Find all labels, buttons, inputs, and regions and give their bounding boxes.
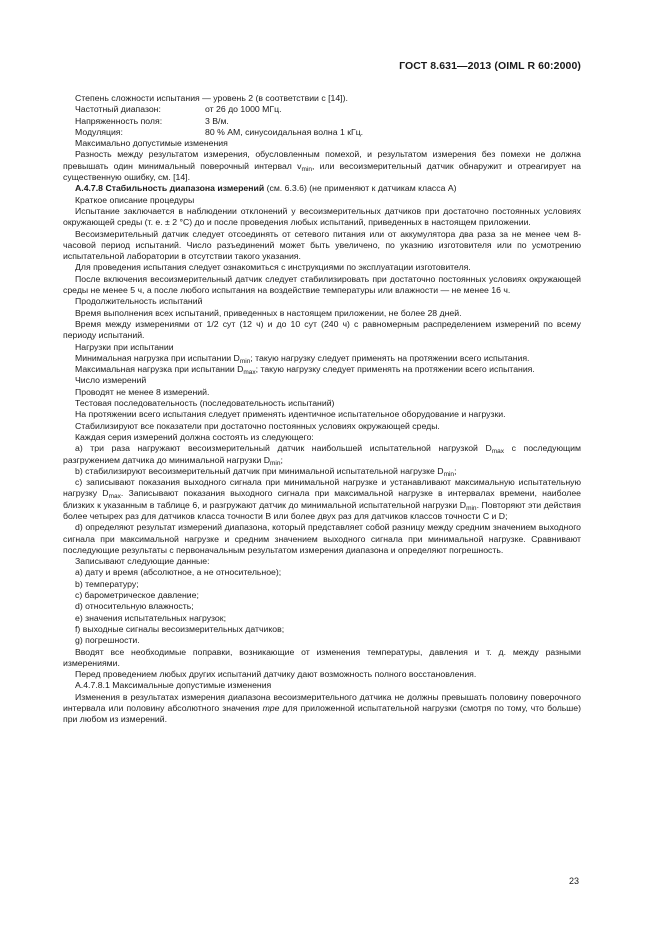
paragraph: Испытание заключается в наблюдении отклонений у весоизмерительных датчиков при достаточно постоянных условиях окружающей среды (т. е. ± 2 °С) до и после проведения любых испытаний, приведенных в настоящем приложении. xyxy=(63,205,581,228)
paragraph: Изменения в результатах измерения диапазона весоизмерительного датчика не должны превышать половину поверочного интервала или половину абсолютного значения mpe для приложенной испытательной нагрузки (смотря по тому, что больше) при любом из измерений. xyxy=(63,691,581,725)
subheading: Продолжительность испытаний xyxy=(75,296,203,307)
section-heading: А.4.7.8 Стабильность диапазона измерений (см. 6.3.6) (не применяют к датчикам класса А) xyxy=(75,183,457,194)
paragraph: Максимальная нагрузка при испытании $D_{max}$; такую нагрузку следует применять на протяжении всего испытания. xyxy=(75,364,535,377)
section-number: А.4.7.8 xyxy=(75,183,104,194)
param-row xyxy=(63,116,581,127)
list-item: f) выходные сигналы весоизмерительных датчиков; xyxy=(75,623,285,634)
step-item: b) стабилизируют весоизмерительный датчик при минимальной испытательной нагрузке $D_{min}$; xyxy=(75,465,457,478)
param-value: 3 В/м. xyxy=(205,115,229,126)
paragraph: Записывают следующие данные: xyxy=(75,556,210,567)
subheading: Максимально допустимые изменения xyxy=(75,138,228,149)
list-item: g) погрешности. xyxy=(75,635,140,646)
list-item: с) барометрическое давление; xyxy=(75,590,199,601)
param-value: от 26 до 1000 МГц. xyxy=(205,104,282,115)
param-row xyxy=(63,127,581,138)
param-key: Частотный диапазон: xyxy=(75,104,161,115)
list-item: е) значения испытательных нагрузок; xyxy=(75,612,226,623)
paragraph: На протяжении всего испытания следует применять идентичное испытательное оборудование и нагрузки. xyxy=(75,409,506,420)
page-content xyxy=(63,93,581,726)
paragraph: Время между измерениями от 1/2 сут (12 ч) и до 10 сут (240 ч) с равномерным распределением измерений по всему периоду испытаний. xyxy=(63,318,581,341)
subheading: Число измерений xyxy=(75,375,147,386)
subheading: Нагрузки при испытании xyxy=(75,341,174,352)
paragraph: Разность между результатом измерения, обусловленным помехой, и результатом измерения без помехи не должна превышать один минимальный поверочный интервал $v_{min}$, или весоизмерительный датчик обнаружит и отреагирует на существенную ошибку, см. [14]. xyxy=(63,149,582,183)
subheading: Краткое описание процедуры xyxy=(75,194,195,205)
param-line: Степень сложности испытания — уровень 2 (в соответствии с [14]). xyxy=(75,93,348,103)
step-item: d) определяют результат измерений диапазона, который представляет собой разницу между средним значением выходного сигнала при максимальной нагрузке и средним значением выходного сигнала при минимальной нагрузке. Сравнивают последующие результаты с первоначальным результатом измерения диапазона и определяют погрешность. xyxy=(63,522,581,555)
step-item: а) три раза нагружают весоизмерительный датчик наибольшей испытательной нагрузкой $D_{max}$ с последующим разгружением датчика до минимальной нагрузки $D_{min}$; xyxy=(63,443,581,467)
param-row xyxy=(63,104,581,115)
paragraph: Вводят все необходимые поправки, возникающие от изменения температуры, давления и т. д. между разными измерениями. xyxy=(63,646,581,668)
list-item: b) температуру; xyxy=(75,578,139,589)
paragraph: Стабилизируют все показатели при достаточно постоянных условиях окружающей среды. xyxy=(75,420,440,431)
param-key: Модуляция: xyxy=(75,126,123,137)
paragraph: Перед проведением любых других испытаний датчику дают возможность полного восстановления. xyxy=(75,669,477,680)
paragraph: Минимальная нагрузка при испытании $D_{min}$; такую нагрузку следует применять на протяжении всего испытания. xyxy=(75,352,530,365)
param-key: Напряженность поля: xyxy=(75,115,163,126)
paragraph: Весоизмерительный датчик следует отсоединять от сетевого питания или от аккумулятора два раза за не менее чем 8-часовой период испытаний. Число разъединений может быть увеличено, по указнию изготовителя или по усмотрению испытательной лаборатории в отсутствии такого указания. xyxy=(63,228,581,262)
subheading: А.4.7.8.1 Максимальные допустимые изменения xyxy=(75,680,272,691)
document-header: ГОСТ 8.631—2013 (OIML R 60:2000) xyxy=(399,60,581,72)
section-title: Стабильность диапазона измерений xyxy=(105,183,265,194)
param-value: 80 % АМ, синусоидальная волна 1 кГц. xyxy=(205,126,364,137)
subheading: Тестовая последовательность (последовательность испытаний) xyxy=(75,398,335,409)
paragraph: Для проведения испытания следует ознакомиться с инструкциями по эксплуатации изготовителя. xyxy=(75,262,471,273)
paragraph: Время выполнения всех испытаний, приведенных в настоящем приложении, не более 28 дней. xyxy=(75,307,462,318)
page-number: 23 xyxy=(569,876,580,886)
step-item: с) записывают показания выходного сигнала при минимальной нагрузке и устанавливают максимальную испытательную нагрузку $D_{max}$. Записывают показания выходного сигнала при максимальной нагрузке в интервалах времени, наиболее близких к указанным в таблице 6, и разгружают датчик до минимальной испытательной нагрузки $D_{min}$. Повторяют эти действия более четырех раз для датчиков класса точности В или более двух раз для датчиков классов точности С и D; xyxy=(63,477,581,521)
list-item: d) относительную влажность; xyxy=(75,601,194,612)
paragraph: Каждая серия измерений должна состоять из следующего: xyxy=(75,431,314,442)
paragraph: После включения весоизмерительный датчик следует стабилизировать при достаточно постоянных условиях окружающей среды не менее 5 ч, а после любого испытания на воздействие температуры или влажности — не менее 16 ч. xyxy=(63,273,581,296)
list-item: а) дату и время (абсолютное, а не относительное); xyxy=(75,567,282,578)
paragraph: Проводят не менее 8 измерений. xyxy=(75,386,210,397)
